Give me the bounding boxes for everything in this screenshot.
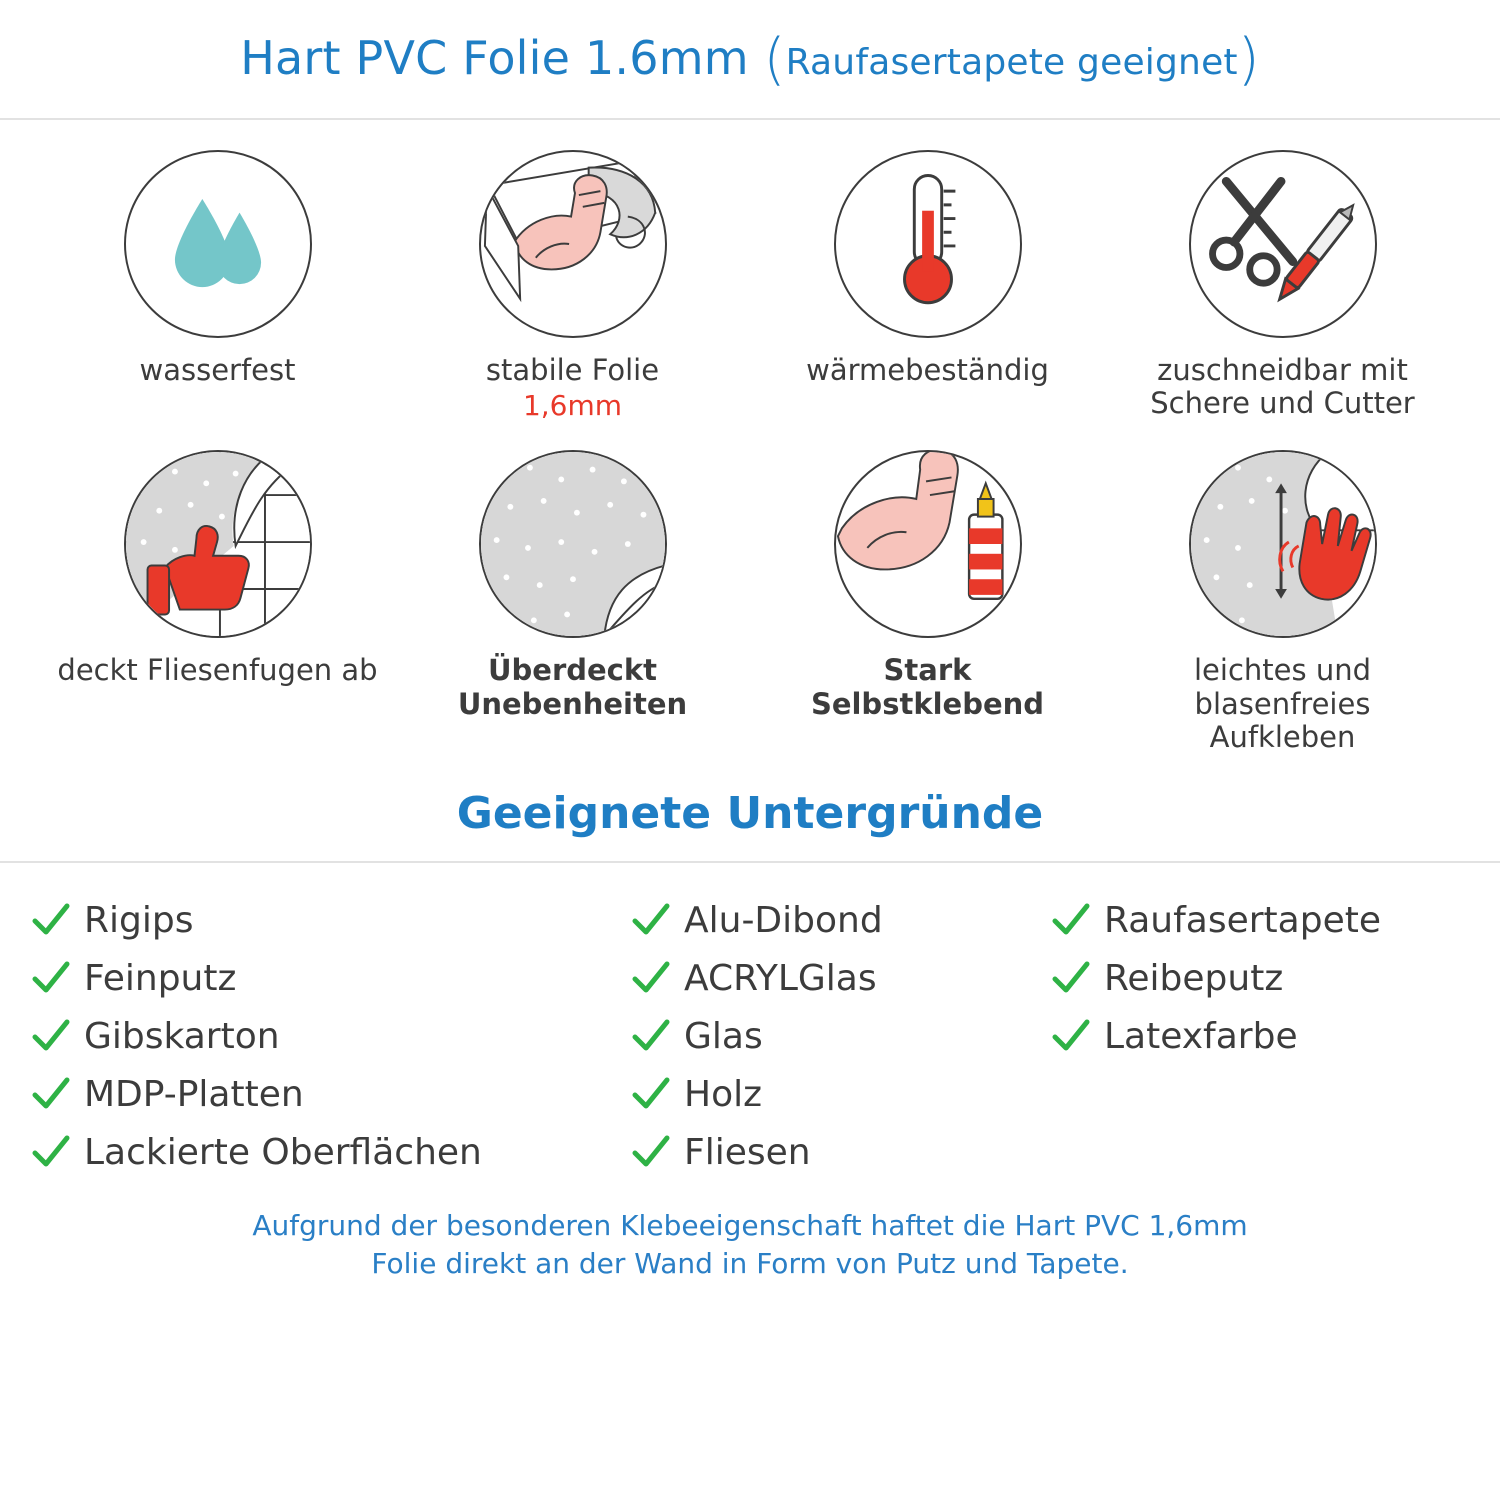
list-item — [30, 1065, 630, 1123]
list-item — [30, 1007, 630, 1065]
check-icon — [630, 1131, 672, 1173]
list-item-label: Reibeputz — [1104, 957, 1284, 999]
list-item-label: Latexfarbe — [1104, 1015, 1298, 1057]
feature-label: wasserfest — [139, 353, 296, 387]
feature-label: leichtes und blasenfreies Aufkleben — [1194, 653, 1371, 755]
list-item-label: Holz — [684, 1073, 762, 1115]
feature-item — [1105, 450, 1460, 754]
check-icon — [630, 899, 672, 941]
check-icon — [630, 1073, 672, 1115]
foil-peel-icon — [479, 450, 667, 638]
feature-label: stabile Folie — [485, 353, 660, 387]
list-item — [1050, 891, 1500, 949]
check-icon — [1050, 957, 1092, 999]
list-item — [630, 1007, 1050, 1065]
check-icon — [30, 899, 72, 941]
substrate-checklist — [0, 863, 1500, 1181]
check-icon — [630, 957, 672, 999]
feature-grid — [0, 120, 1500, 754]
list-item — [30, 949, 630, 1007]
check-icon — [30, 1073, 72, 1115]
list-item-label: Fliesen — [684, 1131, 811, 1173]
feature-label: deckt Fliesenfugen ab — [57, 653, 378, 688]
feature-label: Überdeckt Unebenheiten — [457, 653, 688, 721]
check-icon — [1050, 899, 1092, 941]
list-item — [1050, 1007, 1500, 1065]
list-item — [630, 891, 1050, 949]
scissors-cutter-icon — [1189, 150, 1377, 338]
list-item-label: Gibskarton — [84, 1015, 280, 1057]
water-drops-icon — [124, 150, 312, 338]
checklist-column-1 — [30, 891, 630, 1181]
feature-item — [395, 450, 750, 754]
list-item-label: Glas — [684, 1015, 763, 1057]
feature-item — [395, 150, 750, 422]
check-icon — [30, 1131, 72, 1173]
feature-sublabel: 1,6mm — [522, 389, 623, 423]
check-icon — [630, 1015, 672, 1057]
checklist-column-2 — [630, 891, 1050, 1181]
list-item-label: Lackierte Oberflächen — [84, 1131, 482, 1173]
list-item-label: Feinputz — [84, 957, 237, 999]
feature-label: wärmebeständig — [806, 353, 1049, 387]
feature-item — [1105, 150, 1460, 422]
footer-line-1: Aufgrund der besonderen Klebeeigenschaft haftet die Hart PVC 1,6mm — [252, 1209, 1248, 1243]
footer-note — [0, 1207, 1500, 1283]
feature-item — [750, 150, 1105, 422]
checklist-column-3 — [1050, 891, 1500, 1181]
section-title: Geeignete Untergründe — [456, 788, 1044, 840]
thumbs-up-tile-icon — [124, 450, 312, 638]
feature-label: zuschneidbar mit Schere und Cutter — [1150, 353, 1415, 421]
feature-item — [40, 450, 395, 754]
paren-close: ) — [1237, 26, 1260, 92]
feature-label: Stark Selbstklebend — [810, 653, 1045, 721]
arm-glue-icon — [834, 450, 1022, 638]
check-icon — [30, 957, 72, 999]
page-title — [240, 27, 1260, 92]
list-item-label: Alu-Dibond — [684, 899, 883, 941]
paren-open: ( — [763, 26, 786, 92]
strong-arm-foil-icon — [479, 150, 667, 338]
page-header — [0, 0, 1500, 120]
page-title-sub: Raufasertapete geeignet — [785, 41, 1238, 83]
list-item — [630, 949, 1050, 1007]
list-item — [30, 891, 630, 949]
list-item — [30, 1123, 630, 1181]
list-item — [1050, 949, 1500, 1007]
feature-item — [40, 150, 395, 422]
list-item-label: MDP-Platten — [84, 1073, 304, 1115]
list-item-label: Rigips — [84, 899, 194, 941]
section-header — [0, 788, 1500, 863]
feature-item — [750, 450, 1105, 754]
check-icon — [1050, 1015, 1092, 1057]
list-item-label: ACRYLGlas — [684, 957, 877, 999]
list-item — [630, 1123, 1050, 1181]
check-icon — [30, 1015, 72, 1057]
list-item — [630, 1065, 1050, 1123]
page-title-main: Hart PVC Folie 1.6mm — [240, 30, 749, 85]
list-item-label: Raufasertapete — [1104, 899, 1381, 941]
hand-smoothing-icon — [1189, 450, 1377, 638]
thermometer-icon — [834, 150, 1022, 338]
footer-line-2: Folie direkt an der Wand in Form von Putz und Tapete. — [371, 1247, 1129, 1281]
